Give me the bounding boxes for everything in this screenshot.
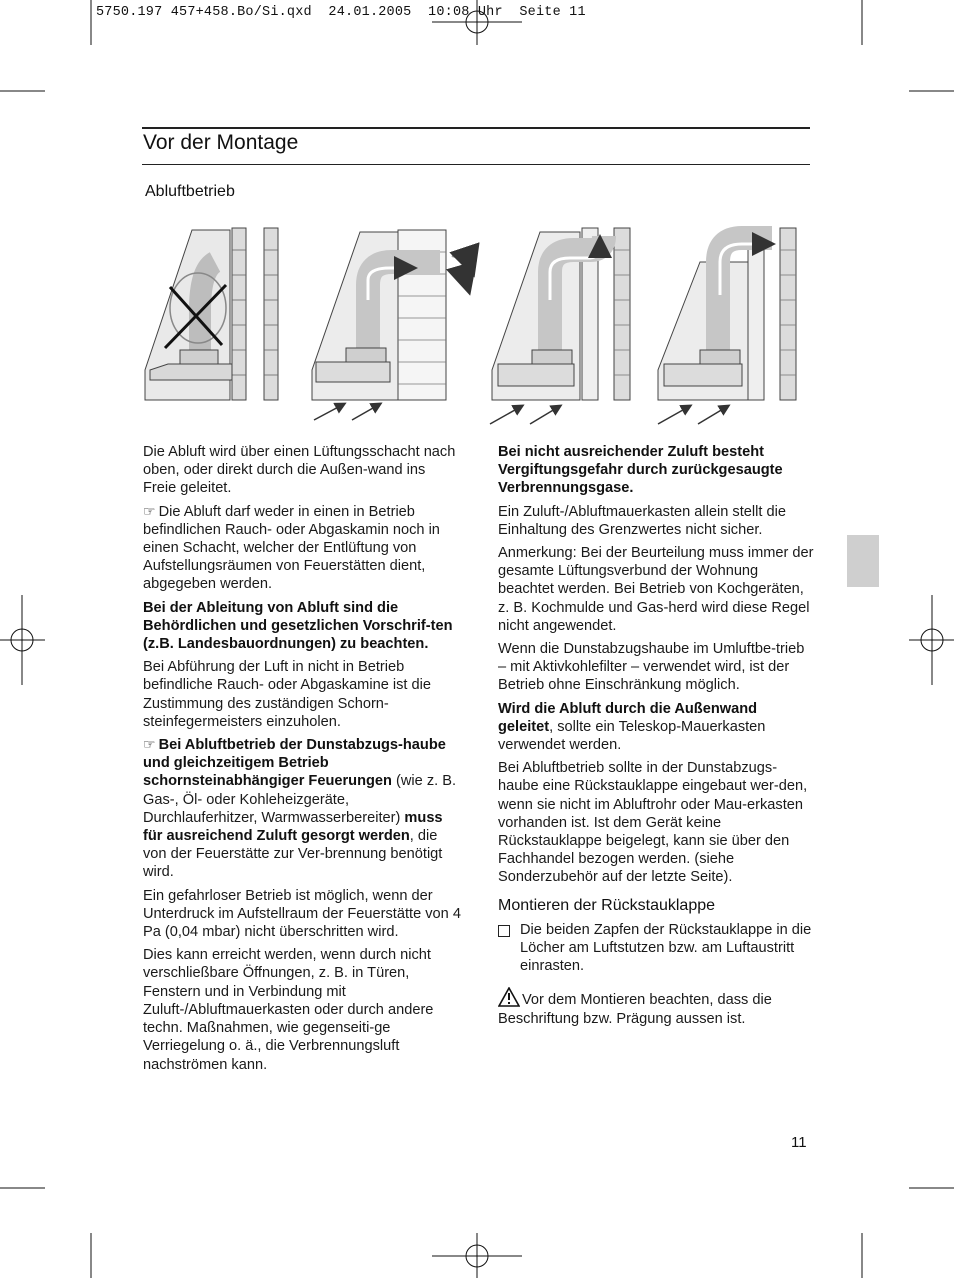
figure-exterior-wall — [312, 230, 472, 420]
warning-triangle-icon — [498, 987, 520, 1007]
figure-shaft-up — [490, 228, 630, 424]
header-rule-bottom — [142, 164, 810, 165]
left-paragraph-3: Bei der Ableitung von Abluft sind die Behördlichen und gesetzlichen Vorschrif-ten (z.B. Landesbauordnungen) zu beachten. — [143, 599, 453, 653]
right-paragraph-3: Anmerkung: Bei der Beurteilung muss immer der gesamte Lüftungsverbund der Wohnung beachtet werden. Bei Betrieb von Kochgeräten, z. B. Kochmulde und Gas-herd wird diese Regel nicht angewendet. — [498, 545, 814, 634]
pointing-hand-icon: ☞ — [143, 503, 156, 520]
right-column — [498, 443, 816, 1033]
figure-shaft-offset — [658, 228, 796, 424]
right-paragraph-1: Bei nicht ausreichender Zuluft besteht Vergiftungsgefahr durch zurückgesaugte Verbrennungsgase. — [498, 444, 783, 497]
pointing-hand-icon: ☞ — [143, 737, 156, 754]
page-number: 11 — [791, 1134, 807, 1151]
left-paragraph-2: ☞ Die Abluft darf weder in einen in Betrieb befindlichen Rauch- oder Abgaskamin noch in einen Schacht, welcher der Entlüftung von Aufstellungsräumen von Feuerstätten dient, abgegeben werden. — [143, 503, 440, 593]
left-paragraph-6: Ein gefahrloser Betrieb ist möglich, wenn der Unterdruck im Aufstellraum der Feuerstätte von 4 Pa (0,04 mbar) nicht überschritten wird. — [143, 887, 461, 941]
right-paragraph-2: Ein Zuluft-/Abluftmauerkasten allein stellt die Einhaltung des Grenzwertes nicht sicher. — [498, 503, 786, 538]
left-paragraph-7: Dies kann erreicht werden, wenn durch nicht verschließbare Öffnungen, z. B. in Türen, Fenstern und in Verbindung mit Zuluft-/Abluftmauerkasten oder durch andere techn. Maßnahmen, wie gegenseiti-ge Verriegelung o. ä., die Verbrennungsluft nachströmen kann. — [143, 947, 434, 1073]
right-paragraph-5: Wird die Abluft durch die Außenwand geleitet, sollte ein Teleskop-Mauerkasten verwendet werden. — [498, 700, 766, 754]
page-title: Vor der Montage — [143, 131, 299, 154]
section-tab-marker — [847, 535, 879, 587]
left-paragraph-4: Bei Abführung der Luft in nicht in Betrieb befindliche Rauch- oder Abgaskamine ist die Zustimmung des zuständigen Schorn-steinfegermeisters einzuholen. — [143, 659, 431, 730]
figure-chimney-forbidden — [145, 228, 278, 400]
check-item — [498, 921, 816, 976]
left-paragraph-5: ☞ Bei Abluftbetrieb der Dunstabzugs-haube und gleichzeitigem Betrieb schornsteinabhängiger Feuerungen (wie z. B. Gas-, Öl- oder Kohleheizgeräte, Durchlauferhitzer, Warmwasserbereiter) muss für ausreichend Zuluft gesorgt werden, die von der Feuerstätte zur Ver-brennung benötigt wird. — [143, 737, 457, 881]
checkbox-icon — [498, 925, 510, 937]
left-paragraph-1: Die Abluft wird über einen Lüftungsschacht nach oben, oder direkt durch die Außen-wand ins Freie geleitet. — [143, 444, 456, 497]
left-column — [143, 443, 461, 1079]
header-rule-top — [142, 127, 810, 129]
right-paragraph-4: Wenn die Dunstabzugshaube im Umluftbe-trieb – mit Aktivkohlefilter – verwendet wird, ist der Betrieb ohne Einschränkung möglich. — [498, 641, 805, 694]
section-title: Abluftbetrieb — [145, 183, 235, 200]
check-item-text: Die beiden Zapfen der Rückstauklappe in die Löcher am Luftstutzen bzw. am Luftaustritt einrasten. — [520, 921, 812, 975]
subsection-heading: Montieren der Rückstauklappe — [498, 896, 716, 914]
file-slug: 5750.197 457+458.Bo/Si.qxd 24.01.2005 10:08 Uhr Seite 11 — [96, 5, 586, 20]
exhaust-illustration — [140, 220, 820, 435]
right-paragraph-6: Bei Abluftbetrieb sollte in der Dunstabzugs-haube eine Rückstauklappe eingebaut wer-den, wenn sie nicht im Abluftrohr oder Mau-erkasten vorhanden ist. Ist dem Gerät keine Rückstauklappe beigelegt, kann sie über den Fachhandel bezogen werden. (siehe Sonderzubehör auf der letzte Seite). — [498, 760, 808, 886]
warning-note: Vor dem Montieren beachten, dass die Beschriftung bzw. Prägung aussen ist. — [498, 987, 816, 1027]
